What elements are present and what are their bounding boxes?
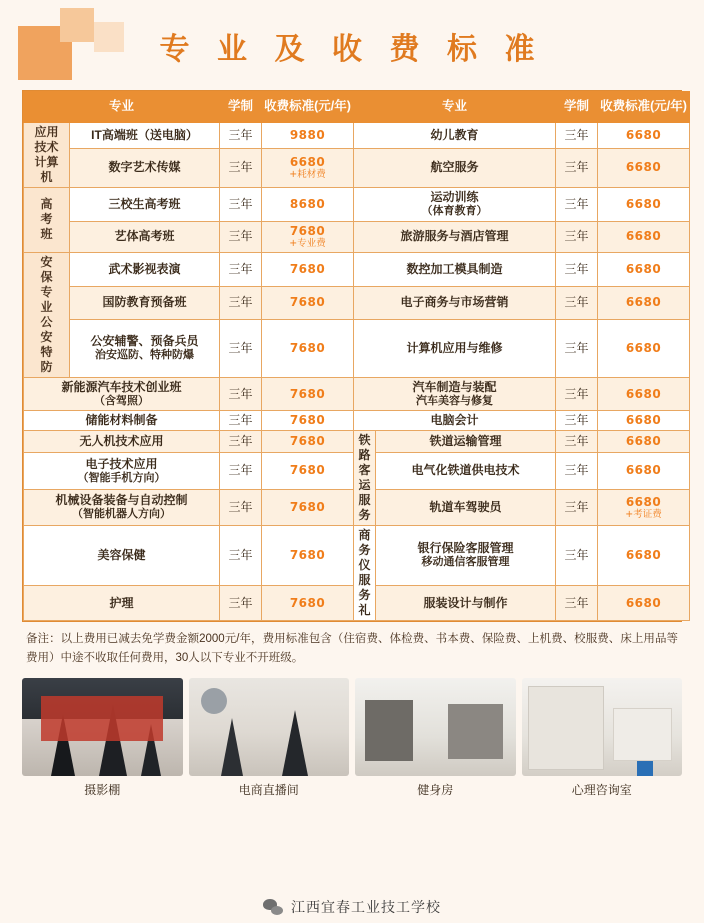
photo-livestream — [189, 678, 350, 776]
header-year-left: 学制 — [220, 92, 262, 123]
fee-cell: 6680 — [598, 286, 690, 320]
major-direction-cell: 新能源汽车技术创业班 （含驾照） — [24, 377, 220, 411]
fee-cell: 7680 — [262, 526, 354, 586]
fee-cell: 6680 — [598, 431, 690, 453]
table-body — [24, 123, 690, 621]
fee-cell: 6680 — [598, 252, 690, 286]
photo-strip — [22, 678, 682, 798]
fee-cell: 7680 — [262, 453, 354, 490]
study-years-cell: 三年 — [556, 453, 598, 490]
study-years-cell: 三年 — [556, 123, 598, 149]
note-text: 备注：以上费用已减去免学费金额2000元/年，费用标准包含（住宿费、体检费、书本费、保险费、上机费、校服费、床上用品等费用）中途不收取任何费用，30人以下专业不开班级。 — [26, 633, 678, 665]
major-direction-cell: 美容保健 — [24, 526, 220, 586]
photo-caption: 摄影棚 — [84, 783, 121, 798]
photo-gym — [355, 678, 516, 776]
study-years-cell: 三年 — [220, 411, 262, 431]
major-cell: 数控加工模具制造 — [354, 252, 556, 286]
study-years-cell: 三年 — [556, 188, 598, 222]
photo-studio — [22, 678, 183, 776]
price-table-wrapper — [22, 90, 687, 622]
fee-cell: 6680 +考证费 — [598, 489, 690, 526]
category-cell: 高 考 班 — [24, 188, 70, 253]
header-fee-left: 收费标准(元/年) — [262, 92, 354, 123]
study-years-cell: 三年 — [556, 526, 598, 586]
table-row — [24, 188, 690, 222]
study-years-cell: 三年 — [556, 377, 598, 411]
table-row — [24, 286, 690, 320]
study-years-cell: 三年 — [556, 286, 598, 320]
fee-cell: 7680 — [262, 286, 354, 320]
major-direction-cell: 数字艺术传媒 — [70, 148, 220, 187]
study-years-cell: 三年 — [556, 431, 598, 453]
major-cell: 汽车制造与装配 汽车美容与修复 — [354, 377, 556, 411]
study-years-cell: 三年 — [220, 526, 262, 586]
fee-cell: 6680 — [598, 526, 690, 586]
tripod-icon — [221, 718, 243, 776]
header-major-left: 专业 — [24, 92, 220, 123]
footer-bar — [0, 891, 704, 923]
fee-cell: 7680 — [262, 252, 354, 286]
table-header — [24, 92, 690, 123]
decorative-squares — [18, 8, 128, 78]
major-direction-cell: 护理 — [24, 586, 220, 621]
photo-caption: 健身房 — [417, 783, 454, 798]
fee-cell: 8680 — [262, 188, 354, 222]
study-years-cell: 三年 — [220, 377, 262, 411]
fee-cell: 7680 — [262, 431, 354, 453]
fee-cell: 7680 — [262, 586, 354, 621]
table-row — [24, 526, 690, 586]
fee-cell: 9880 — [262, 123, 354, 149]
person-silhouette-icon — [637, 720, 653, 776]
fee-cell: 6680 — [598, 453, 690, 490]
fee-cell: 6680 — [598, 377, 690, 411]
study-years-cell: 三年 — [220, 320, 262, 377]
tripod-icon — [282, 710, 308, 776]
major-direction-cell: 机械设备装备与自动控制 （智能机器人方向） — [24, 489, 220, 526]
category-cell: 安 保 专 业 公 安 特 防 — [24, 252, 70, 377]
major-cell: 运动训练 （体育教育） — [354, 188, 556, 222]
table-row — [24, 252, 690, 286]
study-years-cell: 三年 — [220, 453, 262, 490]
major-direction-cell: 武术影视表演 — [70, 252, 220, 286]
study-years-cell: 三年 — [556, 320, 598, 377]
page-title: 专 业 及 收 费 标 准 — [159, 33, 545, 66]
study-years-cell: 三年 — [556, 221, 598, 252]
study-years-cell: 三年 — [220, 586, 262, 621]
fee-cell: 6680 — [598, 188, 690, 222]
study-years-cell: 三年 — [556, 586, 598, 621]
header-fee-right: 收费标准(元/年) — [598, 92, 690, 123]
photo-caption: 电商直播间 — [238, 783, 299, 798]
tripod-icon — [51, 714, 75, 776]
major-cell: 电脑会计 — [354, 411, 556, 431]
photo-counseling — [522, 678, 683, 776]
right-category-cell: 商 务 仪 服 务 礼 — [354, 526, 376, 621]
fee-cell: 6680 +耗材费 — [262, 148, 354, 187]
table-row — [24, 221, 690, 252]
deco-square-2 — [60, 8, 94, 42]
fee-cell: 7680 — [262, 489, 354, 526]
study-years-cell: 三年 — [556, 489, 598, 526]
study-years-cell: 三年 — [220, 188, 262, 222]
photo-item — [522, 678, 683, 798]
header-major-right: 专业 — [354, 92, 556, 123]
major-cell: 计算机应用与维修 — [354, 320, 556, 377]
major-cell: 服装设计与制作 — [376, 586, 556, 621]
major-cell: 电气化铁道供电技术 — [376, 453, 556, 490]
fee-cell: 6680 — [598, 123, 690, 149]
major-direction-cell: 储能材料制备 — [24, 411, 220, 431]
major-direction-cell: 无人机技术应用 — [24, 431, 220, 453]
photo-caption: 心理咨询室 — [571, 783, 632, 798]
school-name: 江西宜春工业技工学校 — [291, 899, 441, 915]
table-row — [24, 411, 690, 431]
study-years-cell: 三年 — [220, 286, 262, 320]
study-years-cell: 三年 — [220, 489, 262, 526]
wechat-icon — [263, 899, 283, 915]
study-years-cell: 三年 — [220, 221, 262, 252]
fee-cell: 6680 — [598, 411, 690, 431]
fee-cell: 7680 +专业费 — [262, 221, 354, 252]
study-years-cell: 三年 — [220, 148, 262, 187]
header-year-right: 学制 — [556, 92, 598, 123]
photo-item — [355, 678, 516, 798]
fee-cell: 7680 — [262, 320, 354, 377]
photo-item — [22, 678, 183, 798]
major-cell: 铁道运输管理 — [376, 431, 556, 453]
fee-cell: 7680 — [262, 411, 354, 431]
study-years-cell: 三年 — [556, 148, 598, 187]
fee-cell: 6680 — [598, 148, 690, 187]
deco-square-3 — [94, 22, 124, 52]
table-row — [24, 431, 690, 453]
major-cell: 航空服务 — [354, 148, 556, 187]
major-cell: 电子商务与市场营销 — [354, 286, 556, 320]
major-direction-cell: 艺体高考班 — [70, 221, 220, 252]
major-direction-cell: 电子技术应用 （智能手机方向） — [24, 453, 220, 490]
study-years-cell: 三年 — [556, 411, 598, 431]
major-direction-cell: 公安辅警、预备兵员 治安巡防、特种防爆 — [70, 320, 220, 377]
category-cell: 应用 技术 计算 机 — [24, 123, 70, 188]
table-row — [24, 148, 690, 187]
major-cell: 旅游服务与酒店管理 — [354, 221, 556, 252]
major-cell: 银行保险客服管理 移动通信客服管理 — [376, 526, 556, 586]
table-row — [24, 123, 690, 149]
fee-cell: 6680 — [598, 320, 690, 377]
study-years-cell: 三年 — [220, 123, 262, 149]
price-table — [23, 91, 690, 621]
tripod-icon — [99, 704, 127, 776]
fee-cell: 6680 — [598, 221, 690, 252]
major-cell: 幼儿教育 — [354, 123, 556, 149]
study-years-cell: 三年 — [220, 431, 262, 453]
tripod-icon — [141, 724, 161, 776]
major-direction-cell: 三校生高考班 — [70, 188, 220, 222]
study-years-cell: 三年 — [556, 252, 598, 286]
table-row — [24, 377, 690, 411]
major-direction-cell: 国防教育预备班 — [70, 286, 220, 320]
photo-item — [189, 678, 350, 798]
major-cell: 轨道车驾驶员 — [376, 489, 556, 526]
fee-cell: 6680 — [598, 586, 690, 621]
major-direction-cell: IT高端班（送电脑） — [70, 123, 220, 149]
study-years-cell: 三年 — [220, 252, 262, 286]
table-row — [24, 320, 690, 377]
right-category-cell: 铁 路 客 运 服 务 — [354, 431, 376, 526]
fee-cell: 7680 — [262, 377, 354, 411]
